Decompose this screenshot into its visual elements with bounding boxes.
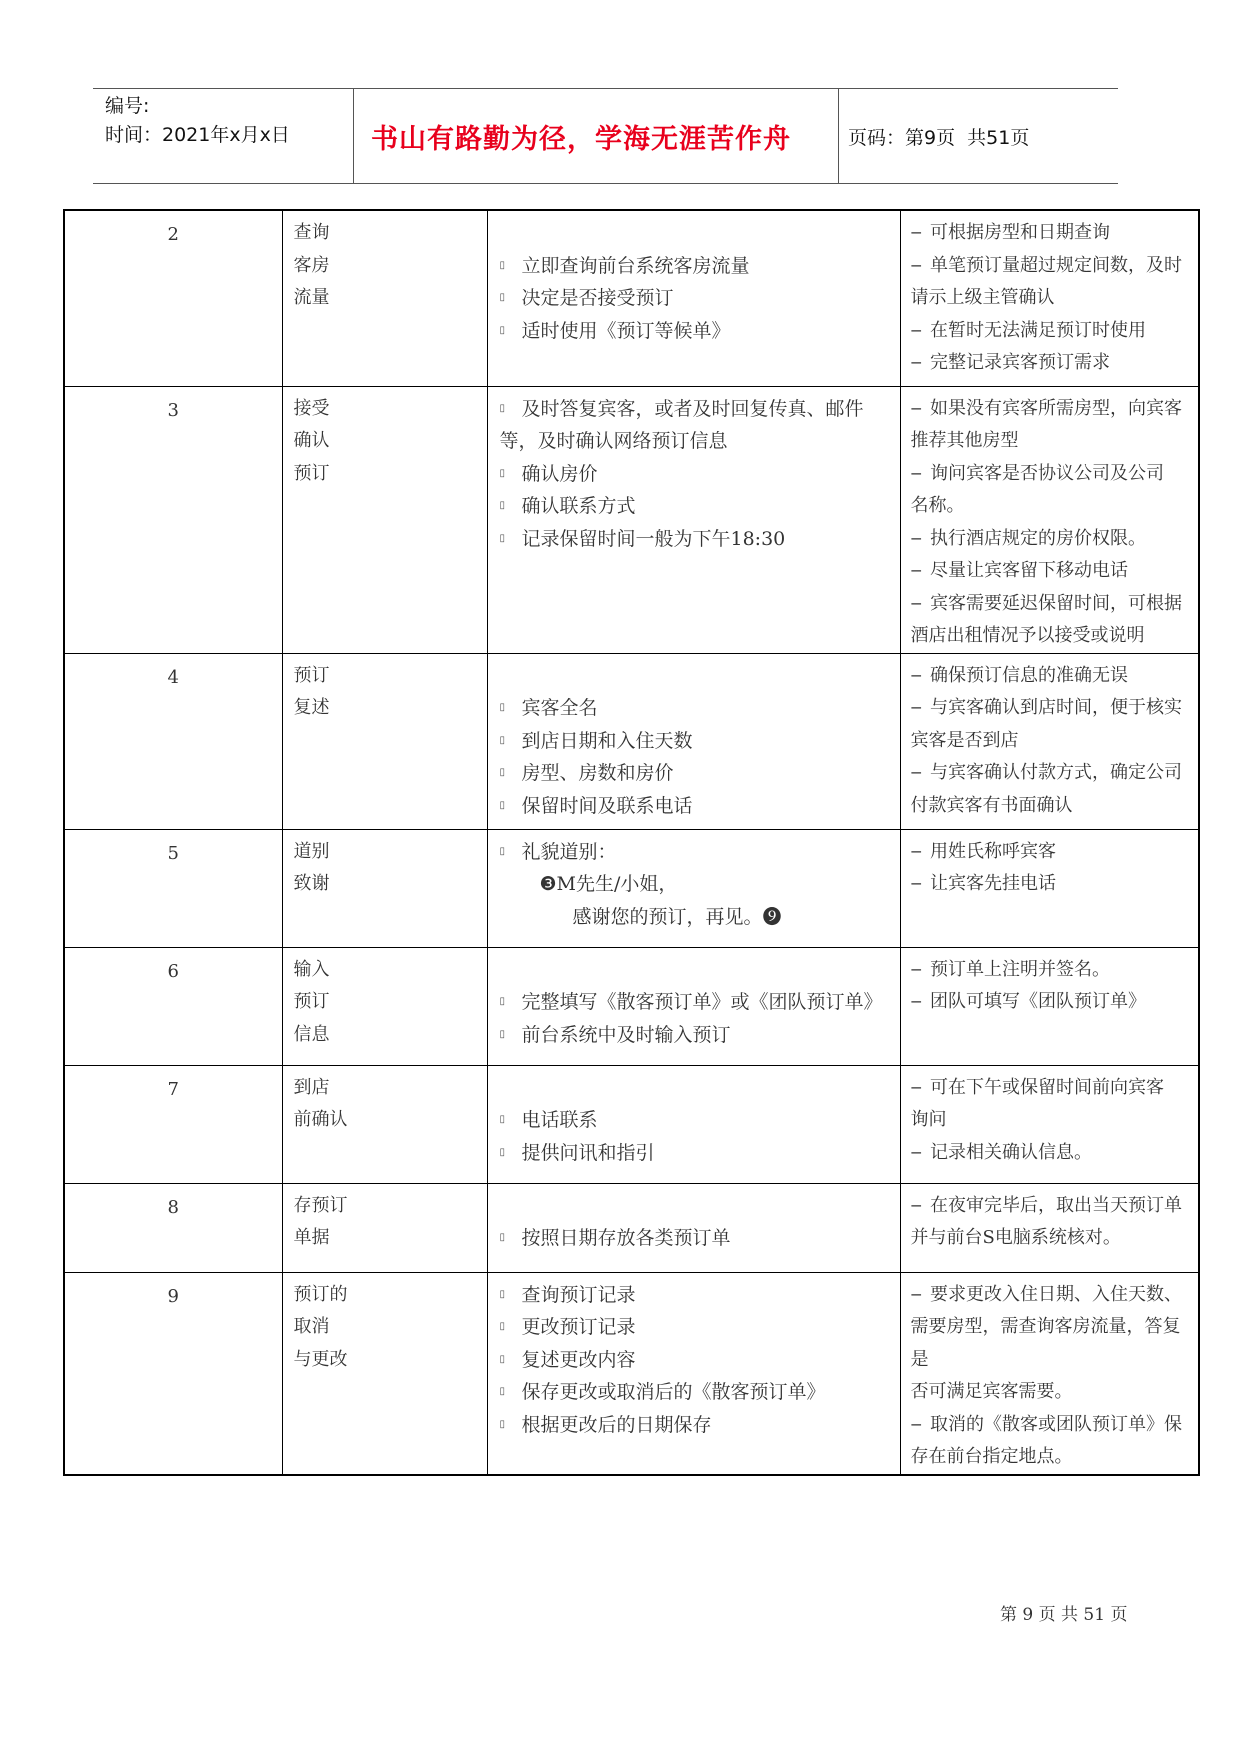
- note-text: 酒店出租情况予以接受或说明: [910, 625, 1145, 646]
- dash-icon: ‒: [910, 319, 922, 341]
- table-row: [64, 653, 1199, 829]
- step-name-line: 预订: [293, 991, 330, 1012]
- note-text: 让宾客先挂电话: [929, 873, 1056, 894]
- note-text: 记录相关确认信息。: [929, 1141, 1092, 1163]
- bullet-icon: ▯: [499, 402, 506, 414]
- step-name-line: 前确认: [293, 1109, 348, 1130]
- action-text: 查询预订记录: [521, 1283, 636, 1306]
- step-number: 3: [64, 386, 282, 653]
- action-item: [500, 523, 894, 556]
- note-line: [911, 393, 1191, 426]
- step-number: 6: [64, 947, 282, 1065]
- step-actions: [487, 210, 900, 386]
- step-name-line: 与更改: [293, 1348, 348, 1370]
- note-line: [911, 1104, 1191, 1137]
- blank-line: [500, 217, 894, 250]
- dash-icon: ‒: [910, 1076, 922, 1098]
- step-number: 2: [64, 210, 282, 386]
- note-text: 可根据房型和日期查询: [929, 222, 1110, 243]
- step-actions: [487, 947, 900, 1065]
- note-line: [911, 986, 1191, 1019]
- note-line: [911, 868, 1191, 901]
- action-text: 电话联系: [521, 1109, 598, 1131]
- action-item: [500, 1137, 894, 1170]
- action-item: [500, 757, 894, 790]
- action-text: 保存更改或取消后的《散客预订单》: [521, 1381, 826, 1403]
- bullet-icon: ▯: [499, 467, 506, 479]
- step-name-line: 取消: [293, 1316, 330, 1337]
- action-item: [500, 1344, 894, 1377]
- bullet-icon: ▯: [499, 1146, 506, 1158]
- note-text: 单笔预订量超过规定间数，及时: [929, 254, 1182, 276]
- step-notes: [900, 947, 1199, 1065]
- action-item: [500, 692, 894, 725]
- dash-icon: ‒: [910, 1141, 922, 1163]
- action-item: [500, 1409, 894, 1442]
- note-line: [911, 490, 1191, 523]
- note-line: [911, 620, 1191, 653]
- step-name-line: 存预订: [293, 1194, 348, 1216]
- action-item: [500, 282, 894, 315]
- note-line: [911, 347, 1191, 380]
- note-text: 确保预订信息的准确无误: [929, 664, 1128, 686]
- note-line: [911, 725, 1191, 758]
- action-text: 记录保留时间一般为下午18:30: [521, 527, 786, 550]
- step-notes: [900, 829, 1199, 947]
- bullet-icon: ▯: [499, 292, 506, 303]
- note-line: [911, 1409, 1191, 1442]
- note-text: 在暂时无法满足预订时使用: [929, 319, 1146, 341]
- action-text: 保留时间及联系电话: [521, 794, 693, 817]
- note-line: [911, 315, 1191, 348]
- action-item: [500, 1104, 894, 1137]
- bullet-icon: ▯: [499, 1386, 506, 1397]
- dash-icon: ‒: [910, 222, 922, 243]
- dash-icon: ‒: [910, 1194, 922, 1216]
- note-text: 尽量让宾客留下移动电话: [929, 560, 1128, 581]
- bullet-icon: ▯: [499, 532, 506, 544]
- action-text: 宾客全名: [521, 697, 598, 719]
- action-item: [500, 250, 894, 283]
- note-line: [911, 217, 1191, 250]
- note-line: [911, 1279, 1191, 1312]
- step-name-line: 流量: [293, 287, 330, 308]
- dash-icon: ‒: [910, 762, 922, 783]
- note-text: 宾客需要延迟保留时间，可根据: [929, 592, 1182, 614]
- action-item: [500, 393, 894, 426]
- note-text: 宾客是否到店: [910, 729, 1019, 751]
- action-item: [500, 836, 894, 869]
- note-line: [911, 523, 1191, 556]
- note-line: [911, 458, 1191, 491]
- step-name-line: 道别: [293, 840, 330, 862]
- dash-icon: ‒: [910, 560, 922, 581]
- note-line: [911, 250, 1191, 283]
- action-continuation: 感谢您的预订，再见。❾: [572, 905, 782, 928]
- note-line: [911, 757, 1191, 790]
- note-text: 询问: [910, 1109, 947, 1130]
- action-continuation: ❸M先生/小姐，: [539, 873, 678, 895]
- action-item: [500, 1222, 894, 1255]
- step-notes: [900, 653, 1199, 829]
- note-text: 完整记录宾客预订需求: [929, 352, 1110, 373]
- step-name-line: 预订: [293, 462, 330, 484]
- bullet-icon: ▯: [499, 1321, 506, 1332]
- note-text: 名称。: [910, 495, 965, 516]
- action-text: 礼貌道别：: [521, 840, 617, 863]
- note-line: [911, 588, 1191, 621]
- step-name-line: 单据: [293, 1227, 330, 1248]
- action-text: 立即查询前台系统客房流量: [521, 254, 750, 277]
- table-row: [64, 1272, 1199, 1475]
- dash-icon: ‒: [910, 873, 922, 894]
- dash-icon: ‒: [910, 592, 922, 614]
- step-name-line: 接受: [293, 397, 330, 419]
- step-name: [282, 1065, 487, 1183]
- action-text: 房型、房数和房价: [521, 762, 674, 784]
- dash-icon: ‒: [910, 254, 922, 276]
- bullet-icon: ▯: [499, 996, 506, 1007]
- bullet-icon: ▯: [499, 500, 506, 511]
- table-row: [64, 829, 1199, 947]
- action-text: 决定是否接受预订: [521, 287, 674, 309]
- step-name: [282, 386, 487, 653]
- note-line: [911, 1190, 1191, 1223]
- dash-icon: ‒: [910, 352, 922, 373]
- action-item: [500, 725, 894, 758]
- blank-line: [500, 660, 894, 693]
- action-text: 复述更改内容: [521, 1348, 636, 1371]
- note-text: 推荐其他房型: [910, 430, 1019, 451]
- header-divider: [838, 89, 839, 183]
- table-row: [64, 386, 1199, 653]
- document-header: [93, 88, 1118, 184]
- step-name: [282, 653, 487, 829]
- note-line: [911, 790, 1191, 823]
- dash-icon: ‒: [910, 697, 922, 718]
- step-name-line: 致谢: [293, 873, 330, 894]
- step-number: 7: [64, 1065, 282, 1183]
- dash-icon: ‒: [910, 1413, 922, 1435]
- bullet-icon: ▯: [499, 1114, 506, 1125]
- table-row: [64, 1183, 1199, 1272]
- step-name-line: 到店: [293, 1076, 330, 1098]
- action-item: [500, 490, 894, 523]
- note-text: 存在前台指定地点。: [910, 1446, 1073, 1467]
- bullet-icon: ▯: [499, 702, 506, 713]
- note-line: [911, 282, 1191, 315]
- note-text: 预订单上注明并签名。: [929, 958, 1110, 980]
- action-item: [500, 986, 894, 1019]
- action-text: 提供问讯和指引: [521, 1141, 655, 1164]
- step-number: 4: [64, 653, 282, 829]
- dash-icon: ‒: [910, 1283, 922, 1305]
- note-line: [911, 1441, 1191, 1474]
- note-line: [911, 836, 1191, 869]
- motto: 书山有路勤为径，学海无涯苦作舟: [371, 123, 791, 155]
- action-text: 按照日期存放各类预订单: [521, 1227, 731, 1249]
- bullet-icon: ▯: [499, 1232, 506, 1243]
- note-text: 询问宾客是否协议公司及公司: [929, 462, 1164, 484]
- action-item: [500, 1311, 894, 1344]
- note-text: 如果没有宾客所需房型，向宾客: [929, 397, 1182, 419]
- code-label: 编号:: [105, 95, 150, 117]
- note-line: [911, 1376, 1191, 1409]
- note-text: 并与前台S电脑系统核对。: [910, 1227, 1121, 1248]
- bullet-icon: ▯: [499, 799, 506, 811]
- note-text: 付款宾客有书面确认: [910, 794, 1073, 816]
- step-actions: [487, 1065, 900, 1183]
- note-text: 请示上级主管确认: [910, 287, 1055, 308]
- page-footer: 第 9 页 共 51 页: [1000, 1605, 1128, 1625]
- action-text: 确认房价: [521, 462, 598, 485]
- action-text: 到店日期和入住天数: [521, 729, 693, 752]
- dash-icon: ‒: [910, 664, 922, 686]
- note-line: [911, 954, 1191, 987]
- dash-icon: ‒: [910, 527, 922, 549]
- step-actions: [487, 829, 900, 947]
- dash-icon: ‒: [910, 958, 922, 980]
- action-item: [500, 1376, 894, 1409]
- bullet-icon: ▯: [499, 1353, 506, 1365]
- action-item: [500, 458, 894, 491]
- step-number: 5: [64, 829, 282, 947]
- bullet-icon: ▯: [499, 1028, 506, 1040]
- table-row: [64, 1065, 1199, 1183]
- note-line: [911, 1222, 1191, 1255]
- action-text: 更改预订记录: [521, 1316, 636, 1338]
- note-text: 用姓氏称呼宾客: [929, 840, 1056, 862]
- action-item: [500, 315, 894, 348]
- note-text: 执行酒店规定的房价权限。: [929, 527, 1146, 549]
- note-text: 在夜审完毕后，取出当天预订单: [929, 1194, 1182, 1216]
- note-text: 可在下午或保留时间前向宾客: [929, 1076, 1164, 1098]
- action-item: [500, 1279, 894, 1312]
- action-item: [500, 1019, 894, 1052]
- step-name-line: 输入: [293, 958, 330, 980]
- step-notes: [900, 210, 1199, 386]
- note-line: [911, 425, 1191, 458]
- step-actions: [487, 386, 900, 653]
- procedure-table: [63, 209, 1200, 1476]
- step-name-line: 预订的: [293, 1283, 348, 1305]
- step-notes: [900, 1183, 1199, 1272]
- dash-icon: ‒: [910, 840, 922, 862]
- step-name-line: 信息: [293, 1023, 330, 1045]
- action-text: 根据更改后的日期保存: [521, 1413, 712, 1436]
- dash-icon: ‒: [910, 462, 922, 484]
- step-name: [282, 1183, 487, 1272]
- header-page-info: 页码：第9页 共51页: [848, 126, 1030, 149]
- step-notes: [900, 1272, 1199, 1475]
- bullet-icon: ▯: [499, 324, 506, 336]
- note-line: [911, 1072, 1191, 1105]
- note-line: [911, 692, 1191, 725]
- step-notes: [900, 1065, 1199, 1183]
- bullet-icon: ▯: [499, 845, 506, 857]
- blank-line: [500, 1072, 894, 1105]
- note-text: 否可满足宾客需要。: [910, 1381, 1073, 1402]
- action-item: [500, 790, 894, 823]
- time-label: 时间：2021年x月x日: [105, 124, 290, 146]
- note-line: [911, 555, 1191, 588]
- note-line: [911, 1137, 1191, 1170]
- note-text: 需要房型，需查询客房流量，答复是: [910, 1316, 1181, 1370]
- bullet-icon: ▯: [499, 734, 506, 746]
- note-text: 要求更改入住日期、入住天数、: [929, 1283, 1182, 1305]
- action-text: 及时答复宾客，或者及时回复传真、邮件: [521, 397, 864, 420]
- step-name: [282, 1272, 487, 1475]
- dash-icon: ‒: [910, 991, 922, 1012]
- blank-line: [500, 954, 894, 987]
- blank-line: [500, 1190, 894, 1223]
- bullet-icon: ▯: [499, 767, 506, 778]
- step-name: [282, 947, 487, 1065]
- action-text: 确认联系方式: [521, 495, 636, 517]
- step-actions: [487, 1183, 900, 1272]
- note-text: 取消的《散客或团队预订单》保: [929, 1413, 1182, 1435]
- bullet-icon: ▯: [499, 1418, 506, 1430]
- bullet-icon: ▯: [499, 259, 506, 271]
- note-text: 团队可填写《团队预订单》: [929, 991, 1146, 1012]
- step-name: [282, 829, 487, 947]
- note-text: 与宾客确认到店时间，便于核实: [929, 697, 1182, 718]
- step-actions: [487, 653, 900, 829]
- step-notes: [900, 386, 1199, 653]
- step-name-line: 客房: [293, 254, 330, 276]
- step-name-line: 查询: [293, 222, 330, 243]
- note-text: 与宾客确认付款方式，确定公司: [929, 762, 1182, 783]
- note-line: [911, 660, 1191, 693]
- action-text: 适时使用《预订等候单》: [521, 319, 731, 342]
- table-row: [64, 947, 1199, 1065]
- step-name-line: 复述: [293, 697, 330, 718]
- dash-icon: ‒: [910, 397, 922, 419]
- action-text: 完整填写《散客预订单》或《团队预订单》: [521, 991, 883, 1013]
- step-name: [282, 210, 487, 386]
- action-continuation: 等，及时确认网络预订信息: [499, 430, 728, 452]
- bullet-icon: ▯: [499, 1288, 506, 1300]
- step-name-line: 确认: [293, 430, 330, 451]
- step-actions: [487, 1272, 900, 1475]
- table-row: [64, 210, 1199, 386]
- header-left: [105, 92, 290, 150]
- step-name-line: 预订: [293, 664, 330, 686]
- step-number: 8: [64, 1183, 282, 1272]
- action-text: 前台系统中及时输入预订: [521, 1023, 731, 1046]
- note-line: [911, 1311, 1191, 1376]
- step-number: 9: [64, 1272, 282, 1475]
